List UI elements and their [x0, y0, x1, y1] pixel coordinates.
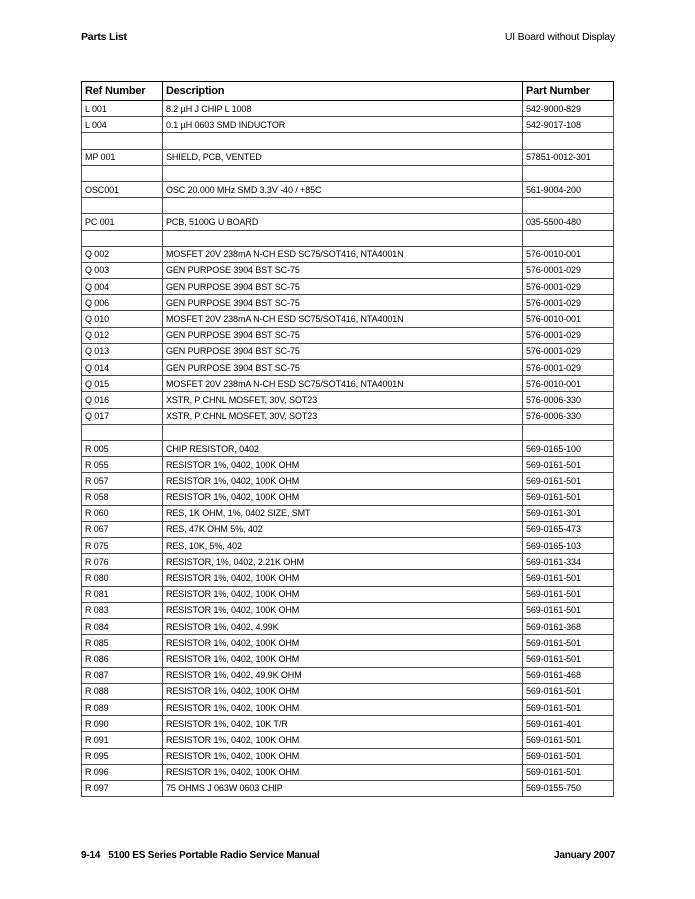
description-cell: RESISTOR 1%, 0402, 100K OHM — [163, 651, 523, 667]
part-number-cell: 569-0165-473 — [523, 521, 614, 537]
column-header-part-number: Part Number — [523, 82, 614, 101]
description-cell: RES, 1K OHM, 1%, 0402 SIZE, SMT — [163, 505, 523, 521]
part-number-cell: 569-0161-401 — [523, 716, 614, 732]
ref-cell — [82, 424, 163, 440]
ref-cell: R 057 — [82, 473, 163, 489]
table-row — [82, 473, 614, 489]
part-number-cell: 569-0161-301 — [523, 505, 614, 521]
description-cell: CHIP RESISTOR, 0402 — [163, 440, 523, 456]
part-number-cell — [523, 230, 614, 246]
footer-left — [81, 850, 320, 861]
ref-cell — [82, 165, 163, 181]
manual-title: 5100 ES Series Portable Radio Service Manual — [108, 850, 320, 861]
description-cell: MOSFET 20V 238mA N-CH ESD SC75/SOT416, NTA4001N — [163, 246, 523, 262]
ref-cell — [82, 230, 163, 246]
table-row — [82, 570, 614, 586]
description-cell: MOSFET 20V 238mA N-CH ESD SC75/SOT416, NTA4001N — [163, 376, 523, 392]
ref-cell: Q 015 — [82, 376, 163, 392]
description-cell: RES, 10K, 5%, 402 — [163, 538, 523, 554]
description-cell — [163, 424, 523, 440]
table-row — [82, 246, 614, 262]
description-cell: GEN PURPOSE 3904 BST SC-75 — [163, 360, 523, 376]
part-number-cell: 569-0165-100 — [523, 440, 614, 456]
table-row — [82, 780, 614, 796]
table-row — [82, 214, 614, 230]
ref-cell: Q 016 — [82, 392, 163, 408]
table-row — [82, 619, 614, 635]
table-row — [82, 457, 614, 473]
part-number-cell: 576-0010-001 — [523, 311, 614, 327]
ref-cell: R 087 — [82, 667, 163, 683]
description-cell: RESISTOR 1%, 0402, 100K OHM — [163, 764, 523, 780]
part-number-cell: 569-0161-501 — [523, 570, 614, 586]
column-header-description: Description — [163, 82, 523, 101]
ref-cell: R 055 — [82, 457, 163, 473]
ref-cell: R 081 — [82, 586, 163, 602]
ref-cell — [82, 133, 163, 149]
ref-cell: R 090 — [82, 716, 163, 732]
ref-cell: R 096 — [82, 764, 163, 780]
description-cell: RESISTOR, 1%, 0402, 2.21K OHM — [163, 554, 523, 570]
ref-cell: R 088 — [82, 683, 163, 699]
table-row — [82, 230, 614, 246]
board-title: UI Board without Display — [504, 31, 615, 43]
description-cell: RESISTOR 1%, 0402, 100K OHM — [163, 635, 523, 651]
description-cell: RESISTOR 1%, 0402, 100K OHM — [163, 699, 523, 715]
table-row — [82, 683, 614, 699]
ref-cell — [82, 198, 163, 214]
part-number-cell: 569-0161-501 — [523, 683, 614, 699]
table-row — [82, 392, 614, 408]
table-row — [82, 699, 614, 715]
table-row — [82, 360, 614, 376]
part-number-cell: 542-9000-829 — [523, 101, 614, 117]
part-number-cell: 569-0161-501 — [523, 489, 614, 505]
ref-cell: R 080 — [82, 570, 163, 586]
description-cell: RESISTOR 1%, 0402, 100K OHM — [163, 457, 523, 473]
ref-cell: L 001 — [82, 101, 163, 117]
description-cell: GEN PURPOSE 3904 BST SC-75 — [163, 262, 523, 278]
ref-cell: R 067 — [82, 521, 163, 537]
table-row — [82, 521, 614, 537]
table-row — [82, 117, 614, 133]
table-row — [82, 764, 614, 780]
part-number-cell: 569-0165-103 — [523, 538, 614, 554]
table-row — [82, 554, 614, 570]
description-cell: RESISTOR 1%, 0402, 100K OHM — [163, 489, 523, 505]
table-row — [82, 505, 614, 521]
ref-cell: R 060 — [82, 505, 163, 521]
description-cell: 75 OHMS J 063W 0603 CHIP — [163, 780, 523, 796]
table-row — [82, 279, 614, 295]
table-row — [82, 327, 614, 343]
description-cell: OSC 20.000 MHz SMD 3.3V -40 / +85C — [163, 181, 523, 197]
table-header-row — [82, 82, 614, 101]
part-number-cell: 569-0161-501 — [523, 732, 614, 748]
ref-cell: R 091 — [82, 732, 163, 748]
table-row — [82, 149, 614, 165]
ref-cell: Q 014 — [82, 360, 163, 376]
description-cell: 8.2 µH J CHIP L 1008 — [163, 101, 523, 117]
description-cell: GEN PURPOSE 3904 BST SC-75 — [163, 327, 523, 343]
table-row — [82, 667, 614, 683]
ref-cell: Q 003 — [82, 262, 163, 278]
table-row — [82, 586, 614, 602]
table-row — [82, 376, 614, 392]
description-cell — [163, 165, 523, 181]
ref-cell: R 076 — [82, 554, 163, 570]
table-row — [82, 716, 614, 732]
part-number-cell: 569-0161-501 — [523, 699, 614, 715]
description-cell: RESISTOR 1%, 0402, 100K OHM — [163, 586, 523, 602]
part-number-cell: 569-0161-501 — [523, 586, 614, 602]
description-cell: RESISTOR 1%, 0402, 100K OHM — [163, 570, 523, 586]
part-number-cell: 569-0161-334 — [523, 554, 614, 570]
ref-cell: L 004 — [82, 117, 163, 133]
ref-cell: Q 017 — [82, 408, 163, 424]
description-cell: RESISTOR 1%, 0402, 100K OHM — [163, 732, 523, 748]
table-row — [82, 133, 614, 149]
ref-cell: R 075 — [82, 538, 163, 554]
description-cell: RESISTOR 1%, 0402, 100K OHM — [163, 683, 523, 699]
table-row — [82, 408, 614, 424]
part-number-cell — [523, 424, 614, 440]
table-row — [82, 602, 614, 618]
table-row — [82, 732, 614, 748]
ref-cell: Q 006 — [82, 295, 163, 311]
column-header-ref: Ref Number — [82, 82, 163, 101]
part-number-cell: 569-0155-750 — [523, 780, 614, 796]
part-number-cell: 576-0001-029 — [523, 327, 614, 343]
table-row — [82, 748, 614, 764]
table-row — [82, 262, 614, 278]
ref-cell: R 097 — [82, 780, 163, 796]
part-number-cell: 576-0010-001 — [523, 246, 614, 262]
ref-cell: R 058 — [82, 489, 163, 505]
description-cell: RESISTOR 1%, 0402, 10K T/R — [163, 716, 523, 732]
table-row — [82, 343, 614, 359]
description-cell: 0.1 µH 0603 SMD INDUCTOR — [163, 117, 523, 133]
part-number-cell: 576-0001-029 — [523, 295, 614, 311]
ref-cell: R 089 — [82, 699, 163, 715]
description-cell: PCB, 5100G U BOARD — [163, 214, 523, 230]
ref-cell: PC 001 — [82, 214, 163, 230]
part-number-cell — [523, 133, 614, 149]
description-cell: SHIELD, PCB, VENTED — [163, 149, 523, 165]
description-cell: RESISTOR 1%, 0402, 100K OHM — [163, 473, 523, 489]
table-row — [82, 635, 614, 651]
ref-cell: Q 012 — [82, 327, 163, 343]
ref-cell: MP 001 — [82, 149, 163, 165]
part-number-cell: 561-9004-200 — [523, 181, 614, 197]
page-number: 9-14 — [81, 850, 101, 861]
ref-cell: R 005 — [82, 440, 163, 456]
description-cell: MOSFET 20V 238mA N-CH ESD SC75/SOT416, NTA4001N — [163, 311, 523, 327]
description-cell — [163, 133, 523, 149]
ref-cell: R 086 — [82, 651, 163, 667]
ref-cell: R 083 — [82, 602, 163, 618]
part-number-cell: 569-0161-501 — [523, 602, 614, 618]
part-number-cell: 569-0161-501 — [523, 764, 614, 780]
table-row — [82, 538, 614, 554]
footer-date: January 2007 — [554, 850, 615, 861]
table-row — [82, 198, 614, 214]
part-number-cell — [523, 198, 614, 214]
part-number-cell: 569-0161-501 — [523, 748, 614, 764]
table-row — [82, 440, 614, 456]
description-cell: RESISTOR 1%, 0402, 100K OHM — [163, 748, 523, 764]
description-cell: XSTR, P CHNL MOSFET, 30V, SOT23 — [163, 392, 523, 408]
ref-cell: OSC001 — [82, 181, 163, 197]
part-number-cell: 569-0161-501 — [523, 651, 614, 667]
table-row — [82, 311, 614, 327]
part-number-cell: 576-0006-330 — [523, 392, 614, 408]
description-cell: XSTR, P CHNL MOSFET, 30V, SOT23 — [163, 408, 523, 424]
description-cell: GEN PURPOSE 3904 BST SC-75 — [163, 343, 523, 359]
description-cell — [163, 230, 523, 246]
description-cell: RES, 47K OHM 5%, 402 — [163, 521, 523, 537]
part-number-cell: 569-0161-501 — [523, 635, 614, 651]
description-cell — [163, 198, 523, 214]
part-number-cell — [523, 165, 614, 181]
section-title: Parts List — [81, 31, 127, 43]
part-number-cell: 576-0006-330 — [523, 408, 614, 424]
ref-cell: R 084 — [82, 619, 163, 635]
table-row — [82, 424, 614, 440]
description-cell: GEN PURPOSE 3904 BST SC-75 — [163, 295, 523, 311]
part-number-cell: 569-0161-501 — [523, 473, 614, 489]
ref-cell: Q 010 — [82, 311, 163, 327]
part-number-cell: 569-0161-368 — [523, 619, 614, 635]
ref-cell: R 095 — [82, 748, 163, 764]
part-number-cell: 576-0001-029 — [523, 279, 614, 295]
part-number-cell: 576-0001-029 — [523, 262, 614, 278]
parts-table — [81, 81, 614, 797]
ref-cell: Q 004 — [82, 279, 163, 295]
part-number-cell: 576-0010-001 — [523, 376, 614, 392]
part-number-cell: 569-0161-501 — [523, 457, 614, 473]
description-cell: GEN PURPOSE 3904 BST SC-75 — [163, 279, 523, 295]
table-row — [82, 295, 614, 311]
part-number-cell: 576-0001-029 — [523, 343, 614, 359]
part-number-cell: 542-9017-108 — [523, 117, 614, 133]
table-row — [82, 165, 614, 181]
table-row — [82, 101, 614, 117]
table-row — [82, 651, 614, 667]
ref-cell: Q 013 — [82, 343, 163, 359]
ref-cell: Q 002 — [82, 246, 163, 262]
description-cell: RESISTOR 1%, 0402, 4.99K — [163, 619, 523, 635]
parts-table-body — [82, 101, 614, 797]
ref-cell: R 085 — [82, 635, 163, 651]
description-cell: RESISTOR 1%, 0402, 100K OHM — [163, 602, 523, 618]
table-row — [82, 181, 614, 197]
table-row — [82, 489, 614, 505]
part-number-cell: 569-0161-468 — [523, 667, 614, 683]
description-cell: RESISTOR 1%, 0402, 49.9K OHM — [163, 667, 523, 683]
part-number-cell: 57851-0012-301 — [523, 149, 614, 165]
part-number-cell: 035-5500-480 — [523, 214, 614, 230]
part-number-cell: 576-0001-029 — [523, 360, 614, 376]
